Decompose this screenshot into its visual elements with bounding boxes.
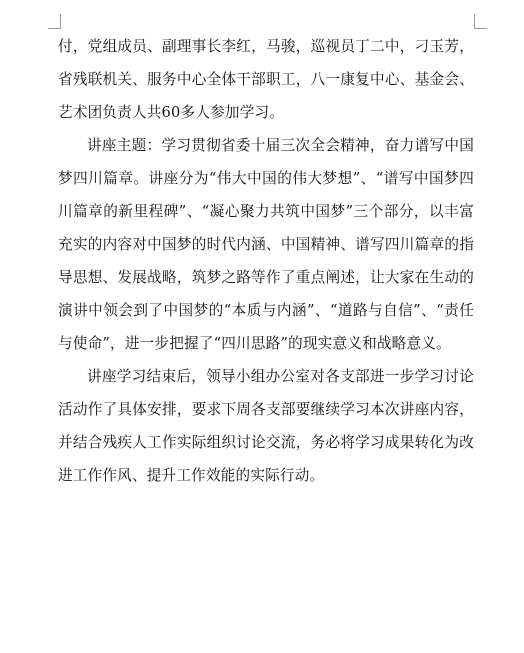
margin-crop-mark-top-left (48, 14, 61, 29)
margin-crop-mark-top-right (474, 14, 487, 29)
paragraph-1: 付，党组成员、副理事长李红，马骏，巡视员丁二中，刁玉芳，省残联机关、服务中心全体干部职工，八一康复中心、基金会、艺术团负责人共60多人参加学习。 (58, 38, 474, 121)
paragraph-3: 讲座学习结束后，领导小组办公室对各支部进一步学习讨论活动作了具体安排，要求下周各支部要继续学习本次讲座内容，并结合残疾人工作实际组织讨论交流，务必将学习成果转化为改进工作作风、提升工作效能的实际行动。 (58, 368, 474, 484)
paragraph-2: 讲座主题：学习贯彻省委十届三次全会精神，奋力谱写中国梦四川篇章。讲座分为“伟大中国的伟大梦想”、“谱写中国梦四川篇章的新里程碑”、“凝心聚力共筑中国梦”三个部分，以丰富充实的内容对中国梦的时代内涵、中国精神、谱写四川篇章的指导思想、发展战略，筑梦之路等作了重点阐述，让大家在生动的演讲中领会到了中国梦的“本质与内涵”、“道路与自信”、“责任与使命”，进一步把握了“四川思路”的现实意义和战略意义。 (58, 137, 474, 352)
document-body (58, 30, 474, 492)
